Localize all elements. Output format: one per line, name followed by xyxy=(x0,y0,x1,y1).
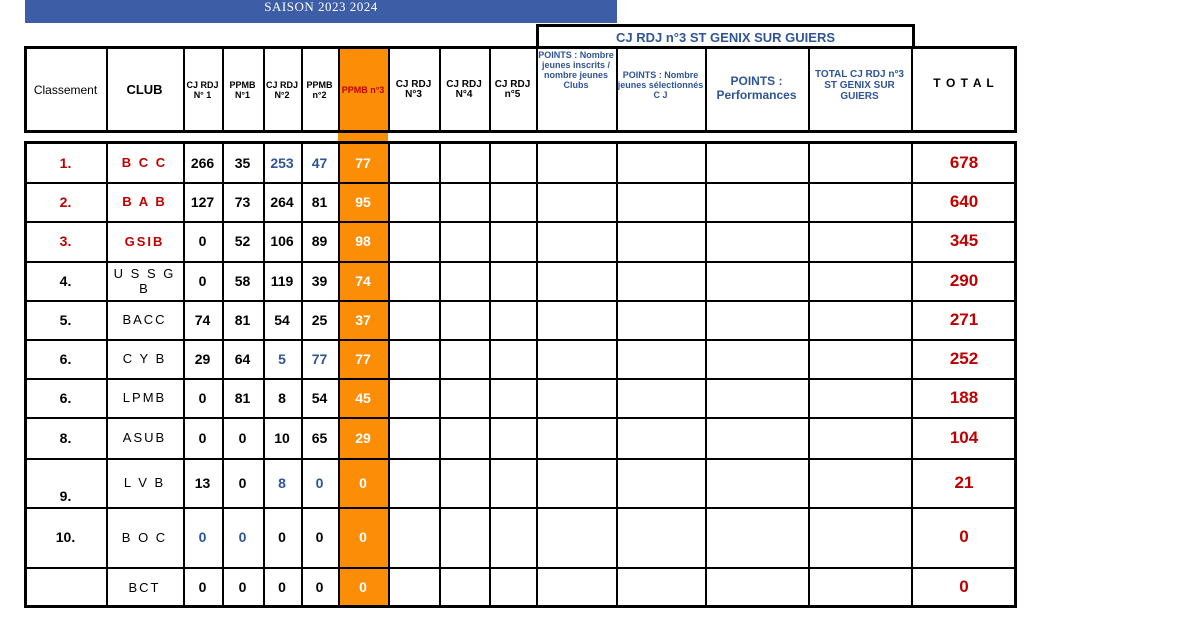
score-cell-pp3: 77 xyxy=(355,350,371,367)
score-cell-pp2: 77 xyxy=(311,350,328,367)
row-separator xyxy=(25,261,1017,263)
column-separator xyxy=(106,46,108,133)
rank-cell: 6. xyxy=(59,350,72,367)
column-separator xyxy=(263,46,265,133)
score-cell-cj2: 106 xyxy=(270,233,294,249)
score-cell-pp3: 37 xyxy=(355,311,371,328)
header-points-performances: POINTS : Performances xyxy=(716,74,797,102)
score-cell-pp3: 77 xyxy=(355,154,371,171)
column-separator xyxy=(388,46,390,133)
score-cell-pp3: 0 xyxy=(359,529,367,545)
column-separator xyxy=(183,46,185,133)
club-cell: U S S G B xyxy=(113,265,176,296)
score-cell-pp2: 25 xyxy=(311,311,328,328)
header-cj1: CJ RDJ N° 1 xyxy=(186,79,219,100)
club-cell: BCT xyxy=(128,579,161,595)
score-cell-cj1: 127 xyxy=(190,193,215,210)
score-cell-pp1: 81 xyxy=(234,389,251,406)
rank-cell: 1. xyxy=(59,154,72,171)
score-cell-cj2: 54 xyxy=(274,311,290,328)
table-left-edge xyxy=(24,46,27,133)
column-separator xyxy=(705,46,707,133)
club-cell: B C C xyxy=(121,155,168,170)
score-cell-cj1: 0 xyxy=(198,529,207,545)
header-bottom-rule xyxy=(25,130,1017,133)
column-separator xyxy=(439,46,441,133)
header-cj2: CJ RDJ N°2 xyxy=(265,79,298,100)
row-separator xyxy=(25,507,1017,509)
score-cell-pp2: 0 xyxy=(315,474,324,491)
score-cell-cj2: 264 xyxy=(270,193,294,210)
score-cell-pp3: 0 xyxy=(359,474,367,491)
header-pp1: PPMB N°1 xyxy=(229,79,256,100)
total-cell: 290 xyxy=(949,270,979,290)
event-title: CJ RDJ n°3 ST GENIX SUR GUIERS xyxy=(536,24,915,48)
score-cell-cj2: 8 xyxy=(278,474,286,491)
score-cell-cj1: 0 xyxy=(198,579,207,595)
rank-cell: 6. xyxy=(59,389,72,406)
score-cell-pp2: 81 xyxy=(311,193,328,210)
club-cell: GSIB xyxy=(124,233,165,249)
total-cell: 252 xyxy=(949,348,979,368)
column-separator xyxy=(489,46,491,133)
column-separator xyxy=(616,46,618,133)
score-cell-pp1: 52 xyxy=(234,233,251,249)
row-separator xyxy=(25,182,1017,184)
score-cell-pp2: 89 xyxy=(311,233,328,249)
score-cell-pp1: 81 xyxy=(234,311,251,328)
score-cell-pp1: 58 xyxy=(234,272,251,289)
score-cell-pp2: 65 xyxy=(311,429,328,446)
column-separator xyxy=(439,141,441,608)
header-cj3: CJ RDJ N°3 xyxy=(395,78,432,100)
score-cell-cj2: 0 xyxy=(278,529,286,545)
total-cell: 188 xyxy=(949,387,979,407)
score-cell-cj2: 10 xyxy=(274,429,290,446)
column-separator xyxy=(616,141,618,608)
column-separator xyxy=(338,46,340,133)
row-separator xyxy=(25,567,1017,569)
score-cell-pp3: 95 xyxy=(355,193,371,210)
club-cell: B A B xyxy=(122,194,167,209)
total-cell: 271 xyxy=(949,309,979,329)
row-separator xyxy=(25,417,1017,419)
score-cell-pp2: 54 xyxy=(311,389,328,406)
club-cell: LPMB xyxy=(122,390,167,405)
score-cell-pp2: 0 xyxy=(315,529,324,545)
score-cell-cj1: 13 xyxy=(194,474,211,491)
total-cell: 345 xyxy=(949,231,979,250)
club-cell: ASUB xyxy=(122,430,167,445)
score-cell-cj1: 0 xyxy=(198,233,207,249)
column-separator xyxy=(489,141,491,608)
total-cell: 0 xyxy=(959,577,969,596)
column-separator xyxy=(536,141,538,608)
club-cell: BACC xyxy=(122,312,167,327)
rank-cell xyxy=(25,567,106,607)
total-cell: 21 xyxy=(954,472,974,492)
header-classement: Classement xyxy=(33,82,98,97)
table-right-edge xyxy=(1014,46,1017,133)
score-cell-cj1: 74 xyxy=(194,311,211,328)
column-separator xyxy=(388,141,390,608)
score-cell-pp1: 0 xyxy=(238,579,247,595)
score-cell-cj2: 8 xyxy=(278,389,286,406)
score-cell-cj1: 0 xyxy=(198,272,207,289)
column-separator xyxy=(911,141,913,608)
score-cell-cj2: 119 xyxy=(270,272,294,289)
season-banner: SAISON 2023 2024 xyxy=(25,0,617,23)
rank-cell: 3. xyxy=(59,233,72,249)
column-separator xyxy=(183,141,185,608)
column-separator xyxy=(301,46,303,133)
column-separator xyxy=(338,141,340,608)
column-separator xyxy=(263,141,265,608)
table-left-edge xyxy=(24,141,27,608)
column-separator xyxy=(301,141,303,608)
rank-cell: 4. xyxy=(59,272,72,289)
table-top-rule xyxy=(25,46,1017,49)
column-separator xyxy=(536,46,538,133)
header-cj5: CJ RDJ n°5 xyxy=(494,78,531,100)
score-cell-cj1: 0 xyxy=(198,429,207,446)
body-top-rule xyxy=(25,141,1017,144)
header-total-event: TOTAL CJ RDJ n°3 ST GENIX SUR GUIERS xyxy=(814,69,904,102)
total-cell: 0 xyxy=(959,527,969,546)
score-cell-cj2: 0 xyxy=(278,579,286,595)
header-points-inscrits: POINTS : Nombre jeunes inscrits / nombre jeunes Clubs xyxy=(538,50,614,90)
row-separator xyxy=(25,221,1017,223)
score-cell-cj1: 29 xyxy=(194,350,211,367)
score-cell-pp1: 35 xyxy=(234,154,251,171)
column-separator xyxy=(705,141,707,608)
score-cell-pp1: 73 xyxy=(234,193,251,210)
header-cj4: CJ RDJ N°4 xyxy=(446,78,482,100)
score-cell-pp1: 64 xyxy=(234,350,251,367)
score-cell-pp1: 0 xyxy=(238,529,247,545)
rank-cell: 9. xyxy=(59,488,72,504)
score-cell-pp1: 0 xyxy=(238,429,247,446)
row-separator xyxy=(25,458,1017,460)
score-cell-pp2: 0 xyxy=(315,579,324,595)
header-club: CLUB xyxy=(126,82,163,97)
column-separator xyxy=(106,141,108,608)
score-cell-pp3: 45 xyxy=(355,389,371,406)
header-pp2: PPMB n°2 xyxy=(306,79,333,100)
club-cell: C Y B xyxy=(122,351,167,366)
column-separator xyxy=(222,141,224,608)
table-right-edge xyxy=(1014,141,1017,608)
column-separator xyxy=(222,46,224,133)
row-separator xyxy=(25,378,1017,380)
total-cell: 640 xyxy=(949,191,979,211)
header-total: T O T A L xyxy=(933,76,995,90)
score-cell-pp3: 74 xyxy=(355,272,371,289)
score-cell-pp1: 0 xyxy=(238,474,247,491)
column-separator xyxy=(808,141,810,608)
row-separator xyxy=(25,300,1017,302)
column-separator xyxy=(911,46,913,133)
rank-cell: 8. xyxy=(59,429,72,446)
score-cell-pp3: 0 xyxy=(359,579,367,595)
club-cell: L V B xyxy=(123,475,166,490)
rank-cell: 2. xyxy=(59,193,72,210)
score-cell-pp2: 47 xyxy=(311,154,328,171)
score-cell-cj2: 253 xyxy=(270,154,294,171)
total-cell: 104 xyxy=(949,427,979,447)
score-cell-cj1: 266 xyxy=(190,154,215,171)
header-points-selectionnes: POINTS : Nombre jeunes sélectionnés C J xyxy=(617,70,704,100)
header-pp3: PPMB n°3 xyxy=(341,84,385,95)
rank-cell: 10. xyxy=(55,529,76,545)
column-separator xyxy=(808,46,810,133)
rank-cell: 5. xyxy=(59,311,72,328)
score-cell-pp3: 29 xyxy=(355,429,371,446)
score-cell-cj2: 5 xyxy=(278,350,286,367)
table-bottom-rule xyxy=(25,605,1017,608)
row-separator xyxy=(25,339,1017,341)
total-cell: 678 xyxy=(949,152,979,172)
score-cell-pp3: 98 xyxy=(355,233,371,249)
score-cell-pp2: 39 xyxy=(311,272,328,289)
club-cell: B O C xyxy=(121,529,168,545)
score-cell-cj1: 0 xyxy=(198,389,207,406)
